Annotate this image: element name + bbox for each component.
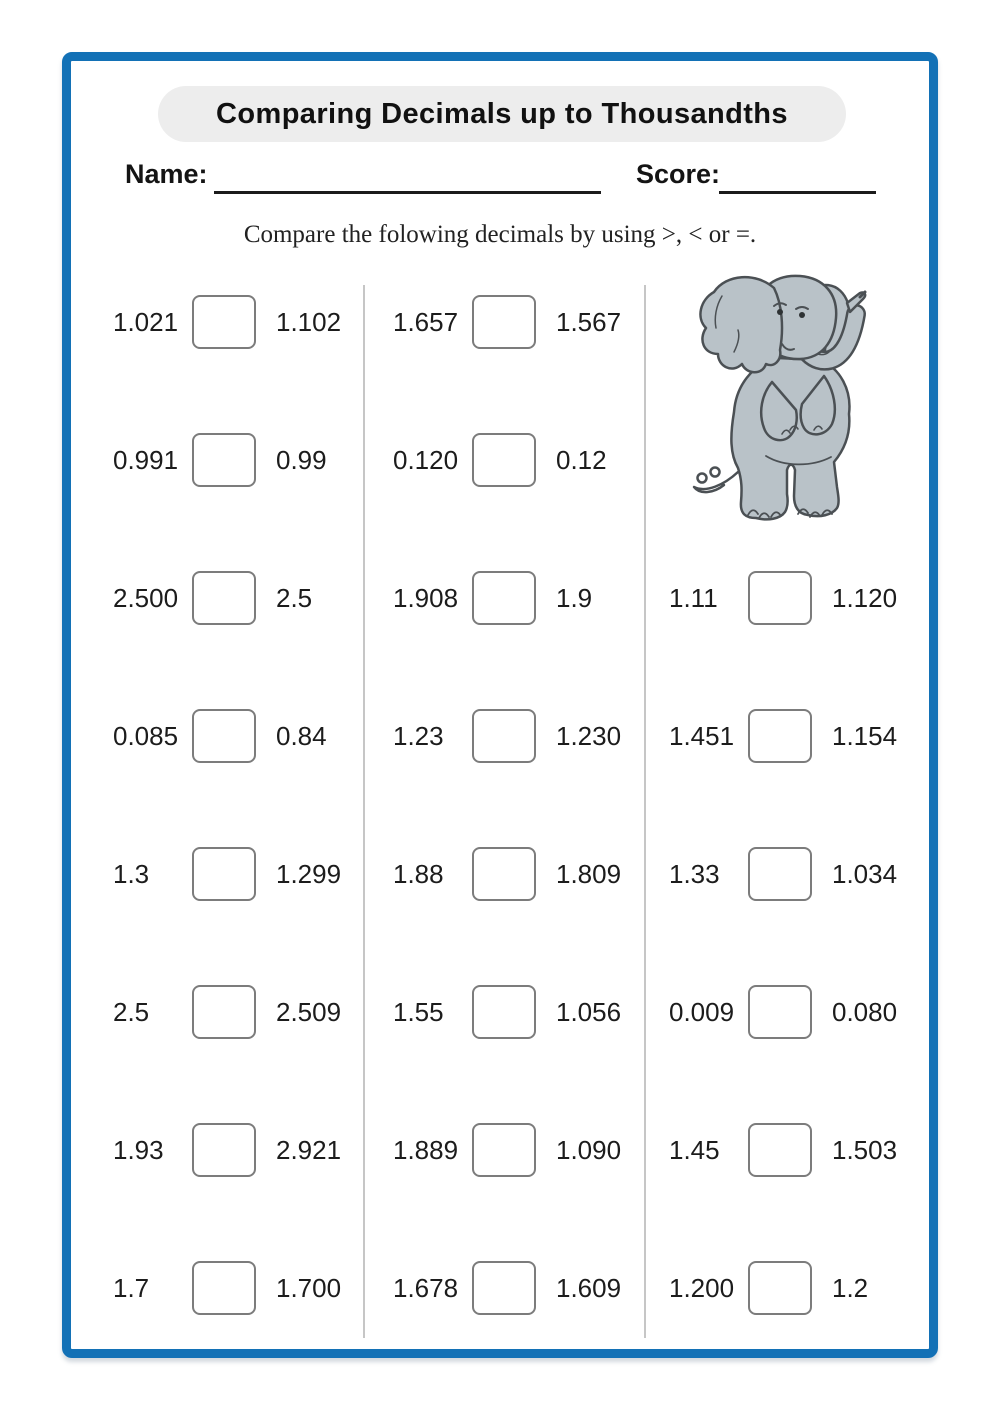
answer-box[interactable]: [472, 847, 536, 901]
left-value: 0.085: [113, 720, 179, 751]
problem-slot: [71, 943, 363, 1081]
right-value: 2.5: [276, 582, 313, 613]
problem-slot: [364, 253, 644, 391]
left-value: 1.93: [113, 1134, 164, 1165]
name-label: Name:: [125, 159, 208, 189]
left-value: 2.500: [113, 582, 179, 613]
problem-slot: [645, 529, 929, 667]
answer-box[interactable]: [192, 1123, 256, 1177]
answer-box[interactable]: [472, 295, 536, 349]
score-label: Score:: [636, 159, 721, 189]
score-blank-line: [719, 191, 876, 194]
answer-box[interactable]: [192, 571, 256, 625]
answer-box[interactable]: [192, 847, 256, 901]
answer-box[interactable]: [748, 847, 812, 901]
elephant-icon: [686, 266, 924, 528]
problem-slot: [645, 667, 929, 805]
answer-box[interactable]: [472, 1261, 536, 1315]
right-value: 1.154: [832, 720, 898, 751]
answer-box[interactable]: [192, 709, 256, 763]
right-value: 1.102: [276, 306, 342, 337]
left-value: 1.7: [113, 1272, 150, 1303]
problem-slot: [364, 943, 644, 1081]
problem-slot: [364, 391, 644, 529]
left-value: 1.908: [393, 582, 459, 613]
problem-slot: [645, 805, 929, 943]
answer-box[interactable]: [748, 985, 812, 1039]
left-value: 1.23: [393, 720, 444, 751]
answer-box[interactable]: [472, 1123, 536, 1177]
left-value: 1.021: [113, 306, 179, 337]
answer-box[interactable]: [472, 709, 536, 763]
problem-slot: [71, 667, 363, 805]
right-value: 1.503: [832, 1134, 898, 1165]
answer-box[interactable]: [192, 295, 256, 349]
right-value: 1.120: [832, 582, 898, 613]
left-value: 1.657: [393, 306, 459, 337]
name-blank-line: [214, 191, 601, 194]
right-value: 1.056: [556, 996, 622, 1027]
left-value: 1.55: [393, 996, 444, 1027]
right-value: 1.609: [556, 1272, 622, 1303]
right-value: 2.921: [276, 1134, 342, 1165]
answer-box[interactable]: [472, 571, 536, 625]
left-value: 1.451: [669, 720, 735, 751]
left-value: 2.5: [113, 996, 150, 1027]
left-value: 0.991: [113, 444, 179, 475]
left-value: 1.678: [393, 1272, 459, 1303]
right-value: 1.809: [556, 858, 622, 889]
title-banner: [158, 86, 846, 142]
left-value: 1.88: [393, 858, 444, 889]
right-value: 1.9: [556, 582, 593, 613]
answer-box[interactable]: [748, 571, 812, 625]
right-value: 0.080: [832, 996, 898, 1027]
answer-box[interactable]: [472, 985, 536, 1039]
problem-slot: [364, 1219, 644, 1357]
left-value: 1.200: [669, 1272, 735, 1303]
answer-box[interactable]: [472, 433, 536, 487]
right-value: 0.99: [276, 444, 327, 475]
left-value: 0.120: [393, 444, 459, 475]
right-value: 1.700: [276, 1272, 342, 1303]
right-value: 1.034: [832, 858, 898, 889]
page-title: Comparing Decimals up to Thousandths: [216, 97, 788, 130]
problem-slot: [71, 1219, 363, 1357]
right-value: 0.84: [276, 720, 327, 751]
right-value: 1.230: [556, 720, 622, 751]
right-value: 1.299: [276, 858, 342, 889]
left-value: 0.009: [669, 996, 735, 1027]
answer-box[interactable]: [192, 985, 256, 1039]
answer-box[interactable]: [748, 1261, 812, 1315]
instruction-text: Compare the folowing decimals by using >, < or =.: [243, 221, 757, 248]
right-value: 1.2: [832, 1272, 869, 1303]
problem-slot: [71, 1081, 363, 1219]
problem-slot: [364, 1081, 644, 1219]
left-value: 1.3: [113, 858, 150, 889]
problem-slot: [71, 805, 363, 943]
problems-column-1: [71, 253, 363, 1357]
problem-slot: [645, 1219, 929, 1357]
left-value: 1.33: [669, 858, 720, 889]
problem-slot: [364, 529, 644, 667]
right-value: 0.12: [556, 444, 607, 475]
answer-box[interactable]: [192, 1261, 256, 1315]
right-value: 1.090: [556, 1134, 622, 1165]
problem-slot: [364, 667, 644, 805]
answer-box[interactable]: [748, 1123, 812, 1177]
problem-slot: [71, 529, 363, 667]
left-value: 1.11: [669, 582, 718, 613]
problems-column-2: [364, 253, 644, 1357]
problem-slot: [71, 253, 363, 391]
left-value: 1.889: [393, 1134, 459, 1165]
problem-slot: [364, 805, 644, 943]
problem-slot: [645, 943, 929, 1081]
right-value: 2.509: [276, 996, 342, 1027]
left-value: 1.45: [669, 1134, 720, 1165]
problem-slot: [645, 1081, 929, 1219]
right-value: 1.567: [556, 306, 622, 337]
answer-box[interactable]: [748, 709, 812, 763]
problem-slot: [71, 391, 363, 529]
answer-box[interactable]: [192, 433, 256, 487]
